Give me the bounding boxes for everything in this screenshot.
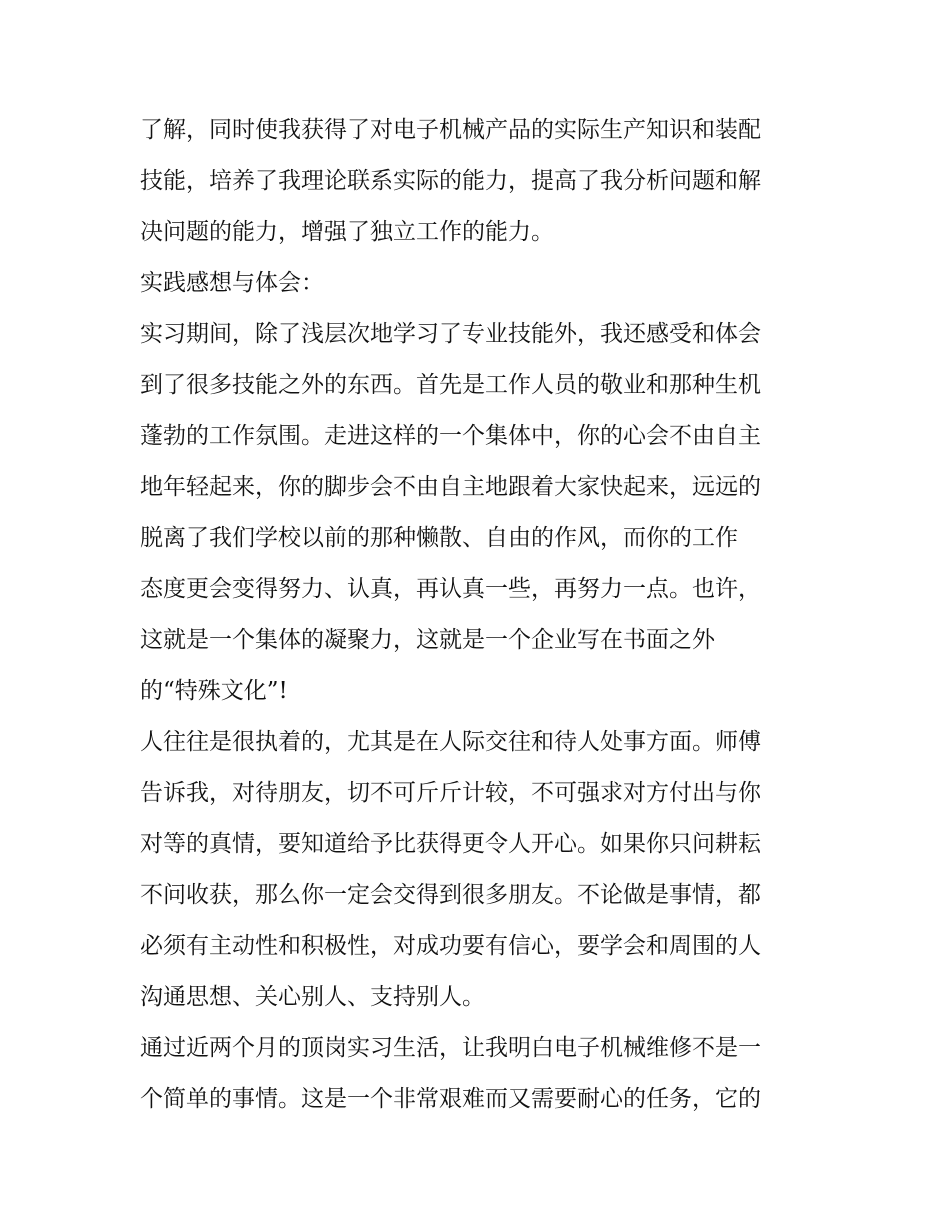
text-line: 脱离了我们学校以前的那种懒散、自由的作风，而你的工作 [140,525,738,551]
text-line: 技能，培养了我理论联系实际的能力，提高了我分析问题和解 [140,168,761,194]
body-text [140,105,820,1125]
text-line: 沟通思想、关心别人、支持别人。 [140,984,485,1010]
text-line: 地年轻起来，你的脚步会不由自主地跟着大家快起来，远远的 [140,474,761,500]
text-line: 对等的真情，要知道给予比获得更令人开心。如果你只问耕耘 [140,831,761,857]
text-line: 蓬勃的工作氛围。走进这样的一个集体中，你的心会不由自主 [140,423,761,449]
text-line: 人往往是很执着的，尤其是在人际交往和待人处事方面。师傅 [140,729,761,755]
text-line: 的“特殊文化”! [140,678,288,704]
text-line: 态度更会变得努力、认真，再认真一些，再努力一点。也许， [140,576,761,602]
text-line: 这就是一个集体的凝聚力，这就是一个企业写在书面之外 [140,627,715,653]
text-line: 了解，同时使我获得了对电子机械产品的实际生产知识和装配 [140,117,761,143]
text-line: 实习期间，除了浅层次地学习了专业技能外，我还感受和体会 [140,321,761,347]
text-line: 告诉我，对待朋友，切不可斤斤计较，不可强求对方付出与你 [140,780,761,806]
text-line: 不问收获，那么你一定会交得到很多朋友。不论做是事情，都 [140,882,761,908]
text-line: 决问题的能力，增强了独立工作的能力。 [140,219,554,245]
text-line: 个简单的事情。这是一个非常艰难而又需要耐心的任务，它的 [140,1086,761,1112]
text-line: 通过近两个月的顶岗实习生活，让我明白电子机械维修不是一 [140,1035,761,1061]
text-line: 必须有主动性和积极性，对成功要有信心，要学会和周围的人 [140,933,761,959]
text-line: 到了很多技能之外的东西。首先是工作人员的敬业和那种生机 [140,372,761,398]
section-heading: 实践感想与体会： [140,270,324,296]
